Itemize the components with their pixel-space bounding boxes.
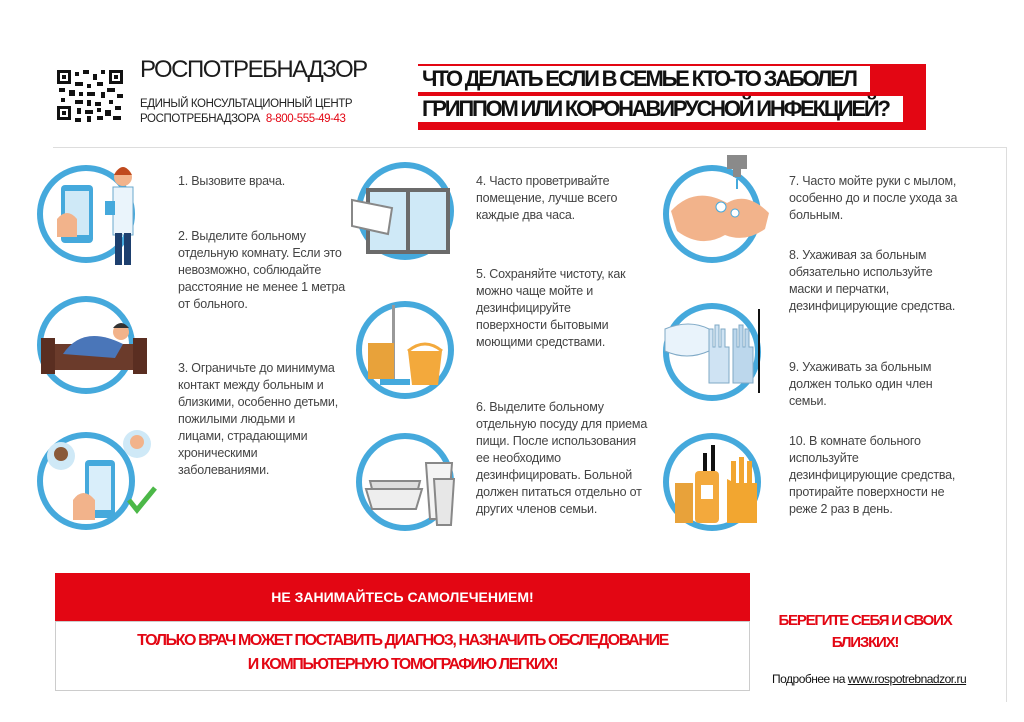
doctor-phone-icon: [37, 165, 135, 263]
header-title-line2: ГРИППОМ ИЛИ КОРОНАВИРУСНОЙ ИНФЕКЦИЕЙ?: [418, 96, 903, 122]
contact-phone-check-icon: [37, 432, 135, 530]
dishes-icon: [356, 433, 454, 531]
take-care-line2: БЛИЗКИХ!: [831, 634, 899, 651]
content-frame-top: [53, 147, 1007, 148]
doctor-only-box: [55, 621, 750, 691]
qr-code-icon: [57, 62, 127, 124]
more-info-link[interactable]: www.rospotrebnadzor.ru: [847, 672, 967, 686]
doctor-only-line2: И КОМПЬЮТЕРНУЮ ТОМОГРАФИЮ ЛЕГКИХ!: [247, 656, 558, 673]
more-info-label: Подробнее на: [772, 672, 845, 686]
mask-gloves-icon: [663, 303, 761, 401]
step-3: 3. Ограничьте до минимума контакт между больным и близкими, особенно детьми, пожилыми людьми и лицами, страдающими хроническими заболеваниями.: [178, 361, 338, 477]
step-1: 1. Вызовите врача.: [178, 174, 286, 188]
step-7: 7. Часто мойте руки с мылом, особенно до и после ухода за больным.: [789, 174, 958, 222]
step-6: 6. Выделите больному отдельную посуду для приема пищи. После использования ее необходимо дезинфицировать. Больной должен питаться отдельно от других членов семьи.: [476, 400, 648, 516]
step-8: 8. Ухаживая за больным обязательно используйте маски и перчатки, дезинфицирующие средства.: [789, 248, 956, 313]
take-care-message: [760, 610, 970, 654]
window-ventilation-icon: [356, 162, 454, 260]
doctor-only-line1: ТОЛЬКО ВРАЧ МОЖЕТ ПОСТАВИТЬ ДИАГНОЗ, НАЗНАЧИТЬ ОБСЛЕДОВАНИЕ: [137, 632, 668, 649]
step-5: 5. Сохраняйте чистоту, как можно чаще мойте и дезинфицируйте поверхности бытовыми моющими средствами.: [476, 267, 626, 349]
handwashing-icon: [663, 165, 761, 263]
step-4: 4. Часто проветривайте помещение, лучше всего каждые два часа.: [476, 174, 618, 222]
step-10: 10. В комнате больного используйте дезинфицирующие средства, протирайте поверхности не реже 2 раз в день.: [789, 434, 956, 516]
brand-subtitle-line1: ЕДИНЫЙ КОНСУЛЬТАЦИОННЫЙ ЦЕНТР: [140, 98, 353, 110]
self-treatment-warning: НЕ ЗАНИМАЙТЕСЬ САМОЛЕЧЕНИЕМ!: [55, 573, 750, 621]
content-frame-right: [1006, 147, 1007, 702]
brand-name: РОСПОТРЕБНАДЗОР: [140, 56, 367, 83]
sick-person-sofa-icon: [37, 296, 135, 394]
hotline-phone: 8-800-555-49-43: [265, 113, 346, 125]
cleaning-bucket-icon: [356, 301, 454, 399]
brand-subtitle: [140, 97, 352, 127]
brand-subtitle-line2: РОСПОТРЕБНАДЗОРА: [140, 113, 260, 125]
header-title-line1: ЧТО ДЕЛАТЬ ЕСЛИ В СЕМЬЕ КТО-ТО ЗАБОЛЕЛ: [418, 66, 870, 92]
more-info: [772, 672, 966, 686]
step-2: 2. Выделите больному отдельную комнату. Если это невозможно, соблюдайте расстояние не менее 1 метра от больного.: [178, 229, 345, 311]
header-banner: [418, 64, 926, 130]
step-9: 9. Ухаживать за больным должен только один член семьи.: [789, 360, 933, 408]
disinfectants-icon: [663, 433, 761, 531]
take-care-line1: БЕРЕГИТЕ СЕБЯ И СВОИХ: [778, 612, 952, 629]
